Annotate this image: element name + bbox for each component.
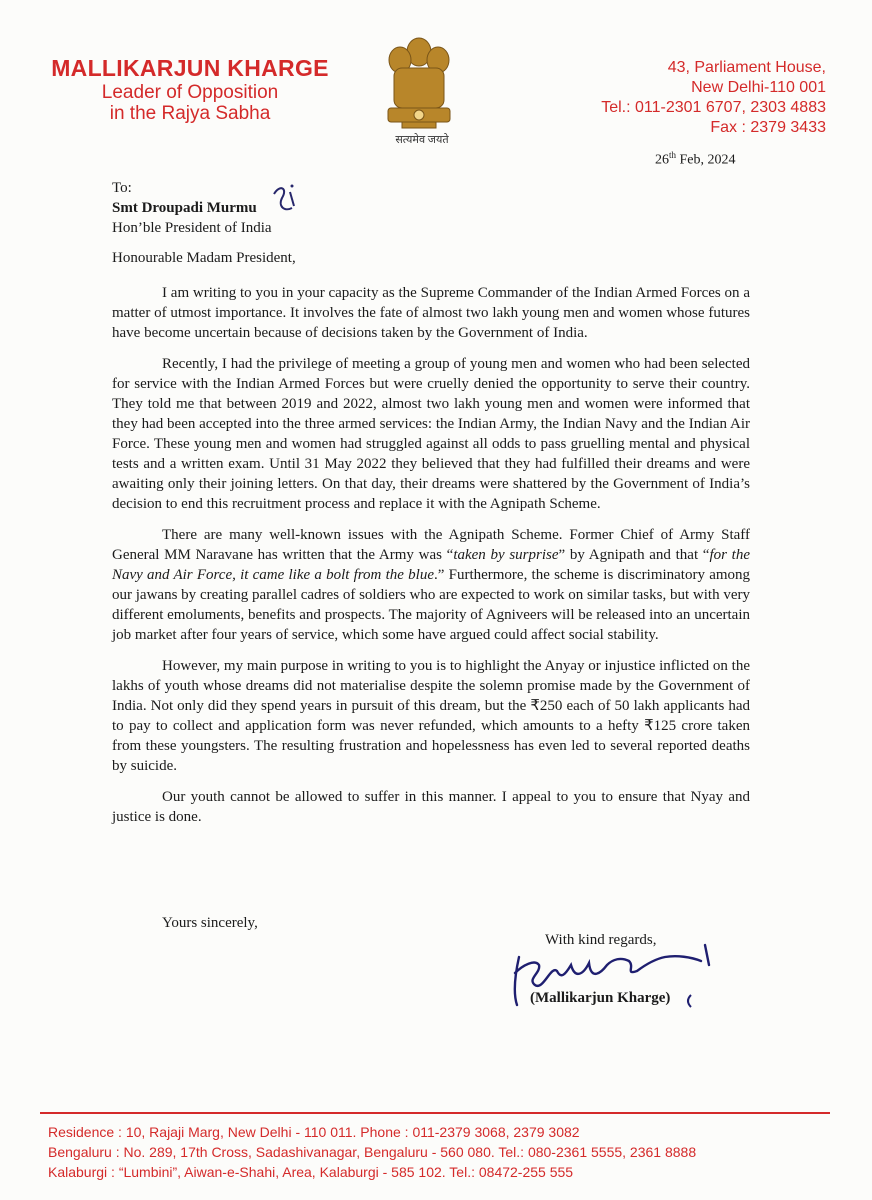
address-line1: 43, Parliament House, (667, 59, 826, 76)
paragraph-4: However, my main purpose in writing to you is to highlight the Anyay or injustice inflicted on the lakhs of youth whose dreams did not materialise despite the solemn promise made by the Government of India. Not only did they spend years in pursuit of this dream, but the ₹250 each of 50 lakh applicants had to pay to collect and application form was never refunded, which amounts to a hefty ₹125 crore taken from these youngsters. The resulting frustration and hopelessness has even led to several reported deaths by suicide. (112, 658, 750, 774)
date-suffix: th (669, 150, 677, 160)
to-label: To: (112, 180, 132, 196)
address-line2: New Delhi-110 001 (691, 79, 826, 96)
letterhead-left (40, 55, 340, 124)
p3-quote-1: taken by surprise (453, 547, 559, 563)
recipient-block (112, 178, 272, 238)
footer-kalaburgi: Kalaburgi : “Lumbini”, Aiwan-e-Shahi, Area, Kalaburgi - 585 102. Tel.: 08472-255 555 (48, 1164, 574, 1180)
sender-role-line1: Leader of Opposition (101, 82, 279, 103)
p3-quote-2: for the Navy and Air Force, it came like a bolt from the blue (112, 547, 750, 583)
footer-residence: Residence : 10, Rajaji Marg, New Delhi - 110 011. Phone : 011-2379 3068, 2379 3082 (48, 1124, 580, 1140)
p3-text-3: .” Furthermore, the scheme is discriminatory among our jawans by creating parallel cadres of soldiers who are expected to work on similar tasks, but with very different emoluments, benefits and prospects. The majority of Agniveers will be released into an uncertain job market after four years of service, which some have argued could affect social stability. (112, 567, 751, 643)
paragraph-3 (112, 525, 750, 645)
sender-role-line2: in the Rajya Sabha (109, 103, 271, 124)
paragraph-2: Recently, I had the privilege of meeting a group of young men and women who had been selected for service with the Indian Armed Forces but were cruelly denied the opportunity to serve their country. They told me that between 2019 and 2022, almost two lakh young men and women were informed that they had been accepted into the three armed services: the Indian Army, the Indian Navy and the Indian Air Force. These young men and women had struggled against all odds to pass gruelling mental and physical tests and a written exam. Until 31 May 2022 they believed that they had fulfilled their dreams and were awaiting only their joining letters. On that day, their dreams were shattered by the Government of India’s decision to end this recruitment process and replace it with the Agnipath Scheme. (112, 356, 750, 512)
footer-addresses (48, 1122, 696, 1182)
recipient-name: Smt Droupadi Murmu (112, 200, 257, 216)
date-day: 26 (655, 152, 669, 168)
emblem-motto: सत्यमेव जयते (395, 134, 449, 146)
closing-regards: With kind regards, (545, 932, 657, 948)
letterhead-right (601, 58, 826, 138)
paragraph-5: Our youth cannot be allowed to suffer in this manner. I appeal to you to ensure that Nyay and justice is done. (112, 789, 750, 825)
p3-text-1: There are many well-known issues with the Agnipath Scheme. Former Chief of Army Staff General MM Naravane has written that the Army was “ (112, 527, 750, 563)
signer-name: (Mallikarjun Kharge) (530, 990, 671, 1006)
letter-date (655, 150, 736, 169)
date-rest: Feb, 2024 (676, 152, 736, 168)
paragraph-1: I am writing to you in your capacity as the Supreme Commander of the Indian Armed Forces on a matter of utmost importance. It involves the fate of almost two lakh young men and women whose futures have become uncertain because of decisions taken by the Government of India. (112, 285, 750, 341)
letter-body (112, 283, 750, 838)
footer-divider (40, 1112, 830, 1114)
recipient-title: Hon’ble President of India (112, 220, 272, 236)
telephone: Tel.: 011-2301 6707, 2303 4883 (601, 99, 826, 116)
closing-sincerely: Yours sincerely, (162, 915, 258, 931)
salutation: Honourable Madam President, (112, 250, 296, 266)
sender-name: MALLIKARJUN KHARGE (51, 55, 329, 81)
fax: Fax : 2379 3433 (710, 119, 826, 136)
handwritten-ji-annotation (270, 180, 302, 216)
p3-text-2: ” by Agnipath and that “ (558, 547, 710, 563)
footer-bengaluru: Bengaluru : No. 289, 17th Cross, Sadashivanagar, Bengaluru - 560 080. Tel.: 080-2361 5555, 2361 8888 (48, 1144, 697, 1160)
